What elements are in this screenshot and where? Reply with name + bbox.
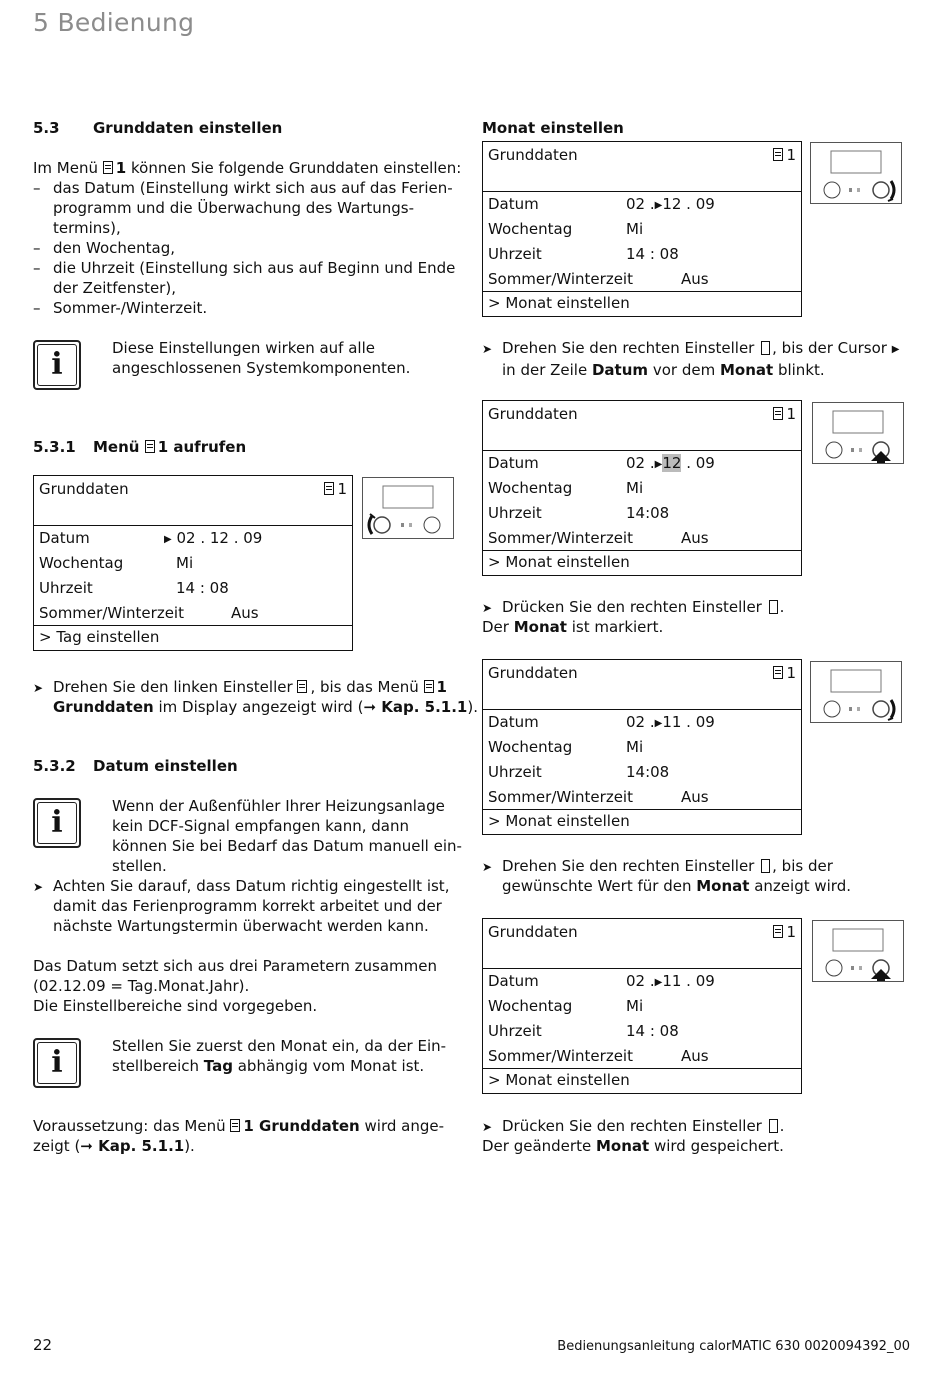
info-note-1: Diese Einstellungen wirken auf alle angeschlossenen Systemkomponenten. bbox=[112, 339, 411, 377]
screen-menu-number: 1 bbox=[324, 480, 347, 498]
step-press-right-knob-save: ➤ Drücken Sie den rechten Einsteller . Der geänderte Monat wird gespeichert. bbox=[482, 1117, 785, 1155]
section-title-pre: Menü bbox=[93, 438, 140, 456]
info-icon: i bbox=[33, 798, 81, 848]
datum-row: Datum 02 .▶11 . 09 bbox=[488, 972, 715, 990]
knob-icon bbox=[769, 1119, 778, 1133]
intro-pre: Im Menü bbox=[33, 159, 98, 177]
sommerzeit-row: Sommer/Winterzeit Aus bbox=[488, 529, 709, 547]
menu-icon bbox=[230, 1119, 240, 1132]
uhrzeit-row: Uhrzeit 14 : 08 bbox=[488, 1022, 679, 1040]
display-screen-3 bbox=[482, 400, 802, 576]
section-title: Grunddaten einstellen bbox=[93, 119, 283, 137]
info-note-3: Stellen Sie zuerst den Monat ein, da der Ein- stellbereich Tag abhängig vom Monat ist. bbox=[112, 1037, 447, 1075]
step-turn-left-knob: ➤ Drehen Sie den linken Einsteller , bis das Menü 1 Grunddaten im Display angezeigt wird (➞ Kap. 5.1.1). bbox=[33, 678, 478, 716]
wochentag-row: Wochentag Mi bbox=[488, 997, 644, 1015]
month-highlight: 12 bbox=[662, 454, 682, 472]
intro-bold: 1 bbox=[115, 159, 127, 177]
controller-device-left-knob bbox=[362, 477, 454, 539]
screen-footer: > Tag einstellen bbox=[39, 628, 160, 646]
wochentag-row: Wochentag Mi bbox=[488, 738, 644, 756]
step-turn-right-knob-value: ➤ Drehen Sie den rechten Einsteller , bis der gewünschte Wert für den Monat anzeigt wird. bbox=[482, 857, 852, 895]
step-check-date: ➤ Achten Sie darauf, dass Datum richtig eingestellt ist, damit das Ferienprogramm korrekt arbeitet und der nächste Wartungstermin überwacht werden kann. bbox=[33, 877, 450, 935]
list-item: – das Datum (Einstellung wirkt sich aus auf das Ferien- programm und die Überwachung des Wartungs- termins), bbox=[33, 179, 453, 237]
date-parameters-text: Das Datum setzt sich aus drei Parametern zusammen (02.12.09 = Tag.Monat.Jahr). Die Einstellbereiche sind vorgegeben. bbox=[33, 957, 437, 1015]
screen-footer: > Monat einstellen bbox=[488, 1071, 630, 1089]
grunddaten-list bbox=[33, 178, 473, 318]
uhrzeit-row: Uhrzeit 14:08 bbox=[488, 763, 670, 781]
datum-row: Datum 02 .▶11 . 09 bbox=[488, 713, 715, 731]
screen-footer: > Monat einstellen bbox=[488, 553, 630, 571]
section-title-post: 1 aufrufen bbox=[157, 438, 247, 456]
step-turn-right-knob: ➤ Drehen Sie den rechten Einsteller , bis der Cursor ▶ in der Zeile Datum vor dem Monat blinkt. bbox=[482, 339, 900, 379]
document-footer: Bedienungsanleitung calorMATIC 630 0020094392_00 bbox=[557, 1339, 910, 1354]
list-item: – die Uhrzeit (Einstellung sich aus auf Beginn und Ende der Zeitfenster), bbox=[33, 259, 456, 297]
intro-post: können Sie folgende Grunddaten einstellen: bbox=[131, 159, 462, 177]
sommerzeit-row: Sommer/Winterzeit Aus bbox=[39, 604, 259, 622]
knob-icon bbox=[769, 600, 778, 614]
display-screen-4 bbox=[482, 659, 802, 835]
knob-icon bbox=[761, 341, 770, 355]
controller-device-right-knob-press bbox=[812, 920, 904, 982]
sommerzeit-row: Sommer/Winterzeit Aus bbox=[488, 1047, 709, 1065]
uhrzeit-row: Uhrzeit 14:08 bbox=[488, 504, 670, 522]
screen-title: Grunddaten bbox=[488, 405, 578, 423]
screen-footer: > Monat einstellen bbox=[488, 294, 630, 312]
controller-device-right-knob-turn bbox=[810, 661, 902, 723]
wochentag-row: Wochentag Mi bbox=[39, 554, 194, 572]
knob-icon bbox=[761, 859, 770, 873]
monat-einstellen-heading: Monat einstellen bbox=[482, 119, 624, 137]
menu-icon bbox=[103, 161, 113, 174]
screen-title: Grunddaten bbox=[488, 146, 578, 164]
screen-menu-number: 1 bbox=[773, 146, 796, 164]
section-number: 5.3 bbox=[33, 119, 60, 137]
screen-title: Grunddaten bbox=[488, 664, 578, 682]
controller-device-right-knob-press bbox=[812, 402, 904, 464]
section-5-3-2-heading bbox=[33, 757, 238, 775]
screen-title: Grunddaten bbox=[39, 480, 129, 498]
list-item: – den Wochentag, bbox=[33, 239, 176, 257]
list-item: – Sommer-/Winterzeit. bbox=[33, 299, 208, 317]
uhrzeit-row: Uhrzeit 14 : 08 bbox=[39, 579, 229, 597]
screen-title: Grunddaten bbox=[488, 923, 578, 941]
step-press-right-knob: ➤ Drücken Sie den rechten Einsteller . Der Monat ist markiert. bbox=[482, 598, 785, 636]
screen-menu-number: 1 bbox=[773, 405, 796, 423]
section-5-3-heading bbox=[33, 119, 282, 137]
datum-row: Datum 02 .▶12 . 09 bbox=[488, 454, 715, 472]
page-number: 22 bbox=[33, 1336, 53, 1354]
sommerzeit-row: Sommer/Winterzeit Aus bbox=[488, 270, 709, 288]
section-number: 5.3.1 bbox=[33, 438, 76, 456]
chapter-heading: 5 Bedienung bbox=[33, 8, 195, 37]
screen-footer: > Monat einstellen bbox=[488, 812, 630, 830]
section-5-3-1-heading bbox=[33, 438, 246, 456]
prerequisite-text: Voraussetzung: das Menü 1 Grunddaten wird ange- zeigt (➞ Kap. 5.1.1). bbox=[33, 1117, 445, 1155]
display-screen-2 bbox=[482, 141, 802, 317]
screen-menu-number: 1 bbox=[773, 923, 796, 941]
datum-row: Datum 02 .▶12 . 09 bbox=[488, 195, 715, 213]
screen-menu-number: 1 bbox=[773, 664, 796, 682]
section-number: 5.3.2 bbox=[33, 757, 76, 775]
uhrzeit-row: Uhrzeit 14 : 08 bbox=[488, 245, 679, 263]
datum-row: Datum ▶ 02 . 12 . 09 bbox=[39, 529, 263, 547]
intro-text bbox=[33, 158, 461, 178]
wochentag-row: Wochentag Mi bbox=[488, 479, 644, 497]
sommerzeit-row: Sommer/Winterzeit Aus bbox=[488, 788, 709, 806]
section-title: Datum einstellen bbox=[93, 757, 238, 775]
display-screen-5 bbox=[482, 918, 802, 1094]
display-screen-1 bbox=[33, 475, 353, 651]
wochentag-row: Wochentag Mi bbox=[488, 220, 644, 238]
menu-icon bbox=[297, 680, 307, 693]
menu-icon bbox=[145, 440, 155, 453]
info-note-2: Wenn der Außenfühler Ihrer Heizungsanlage kein DCF-Signal empfangen kann, dann können Sie bei Bedarf das Datum manuell ein- stellen. bbox=[112, 797, 462, 875]
controller-device-right-knob-turn bbox=[810, 142, 902, 204]
info-icon: i bbox=[33, 1038, 81, 1088]
info-icon: i bbox=[33, 340, 81, 390]
